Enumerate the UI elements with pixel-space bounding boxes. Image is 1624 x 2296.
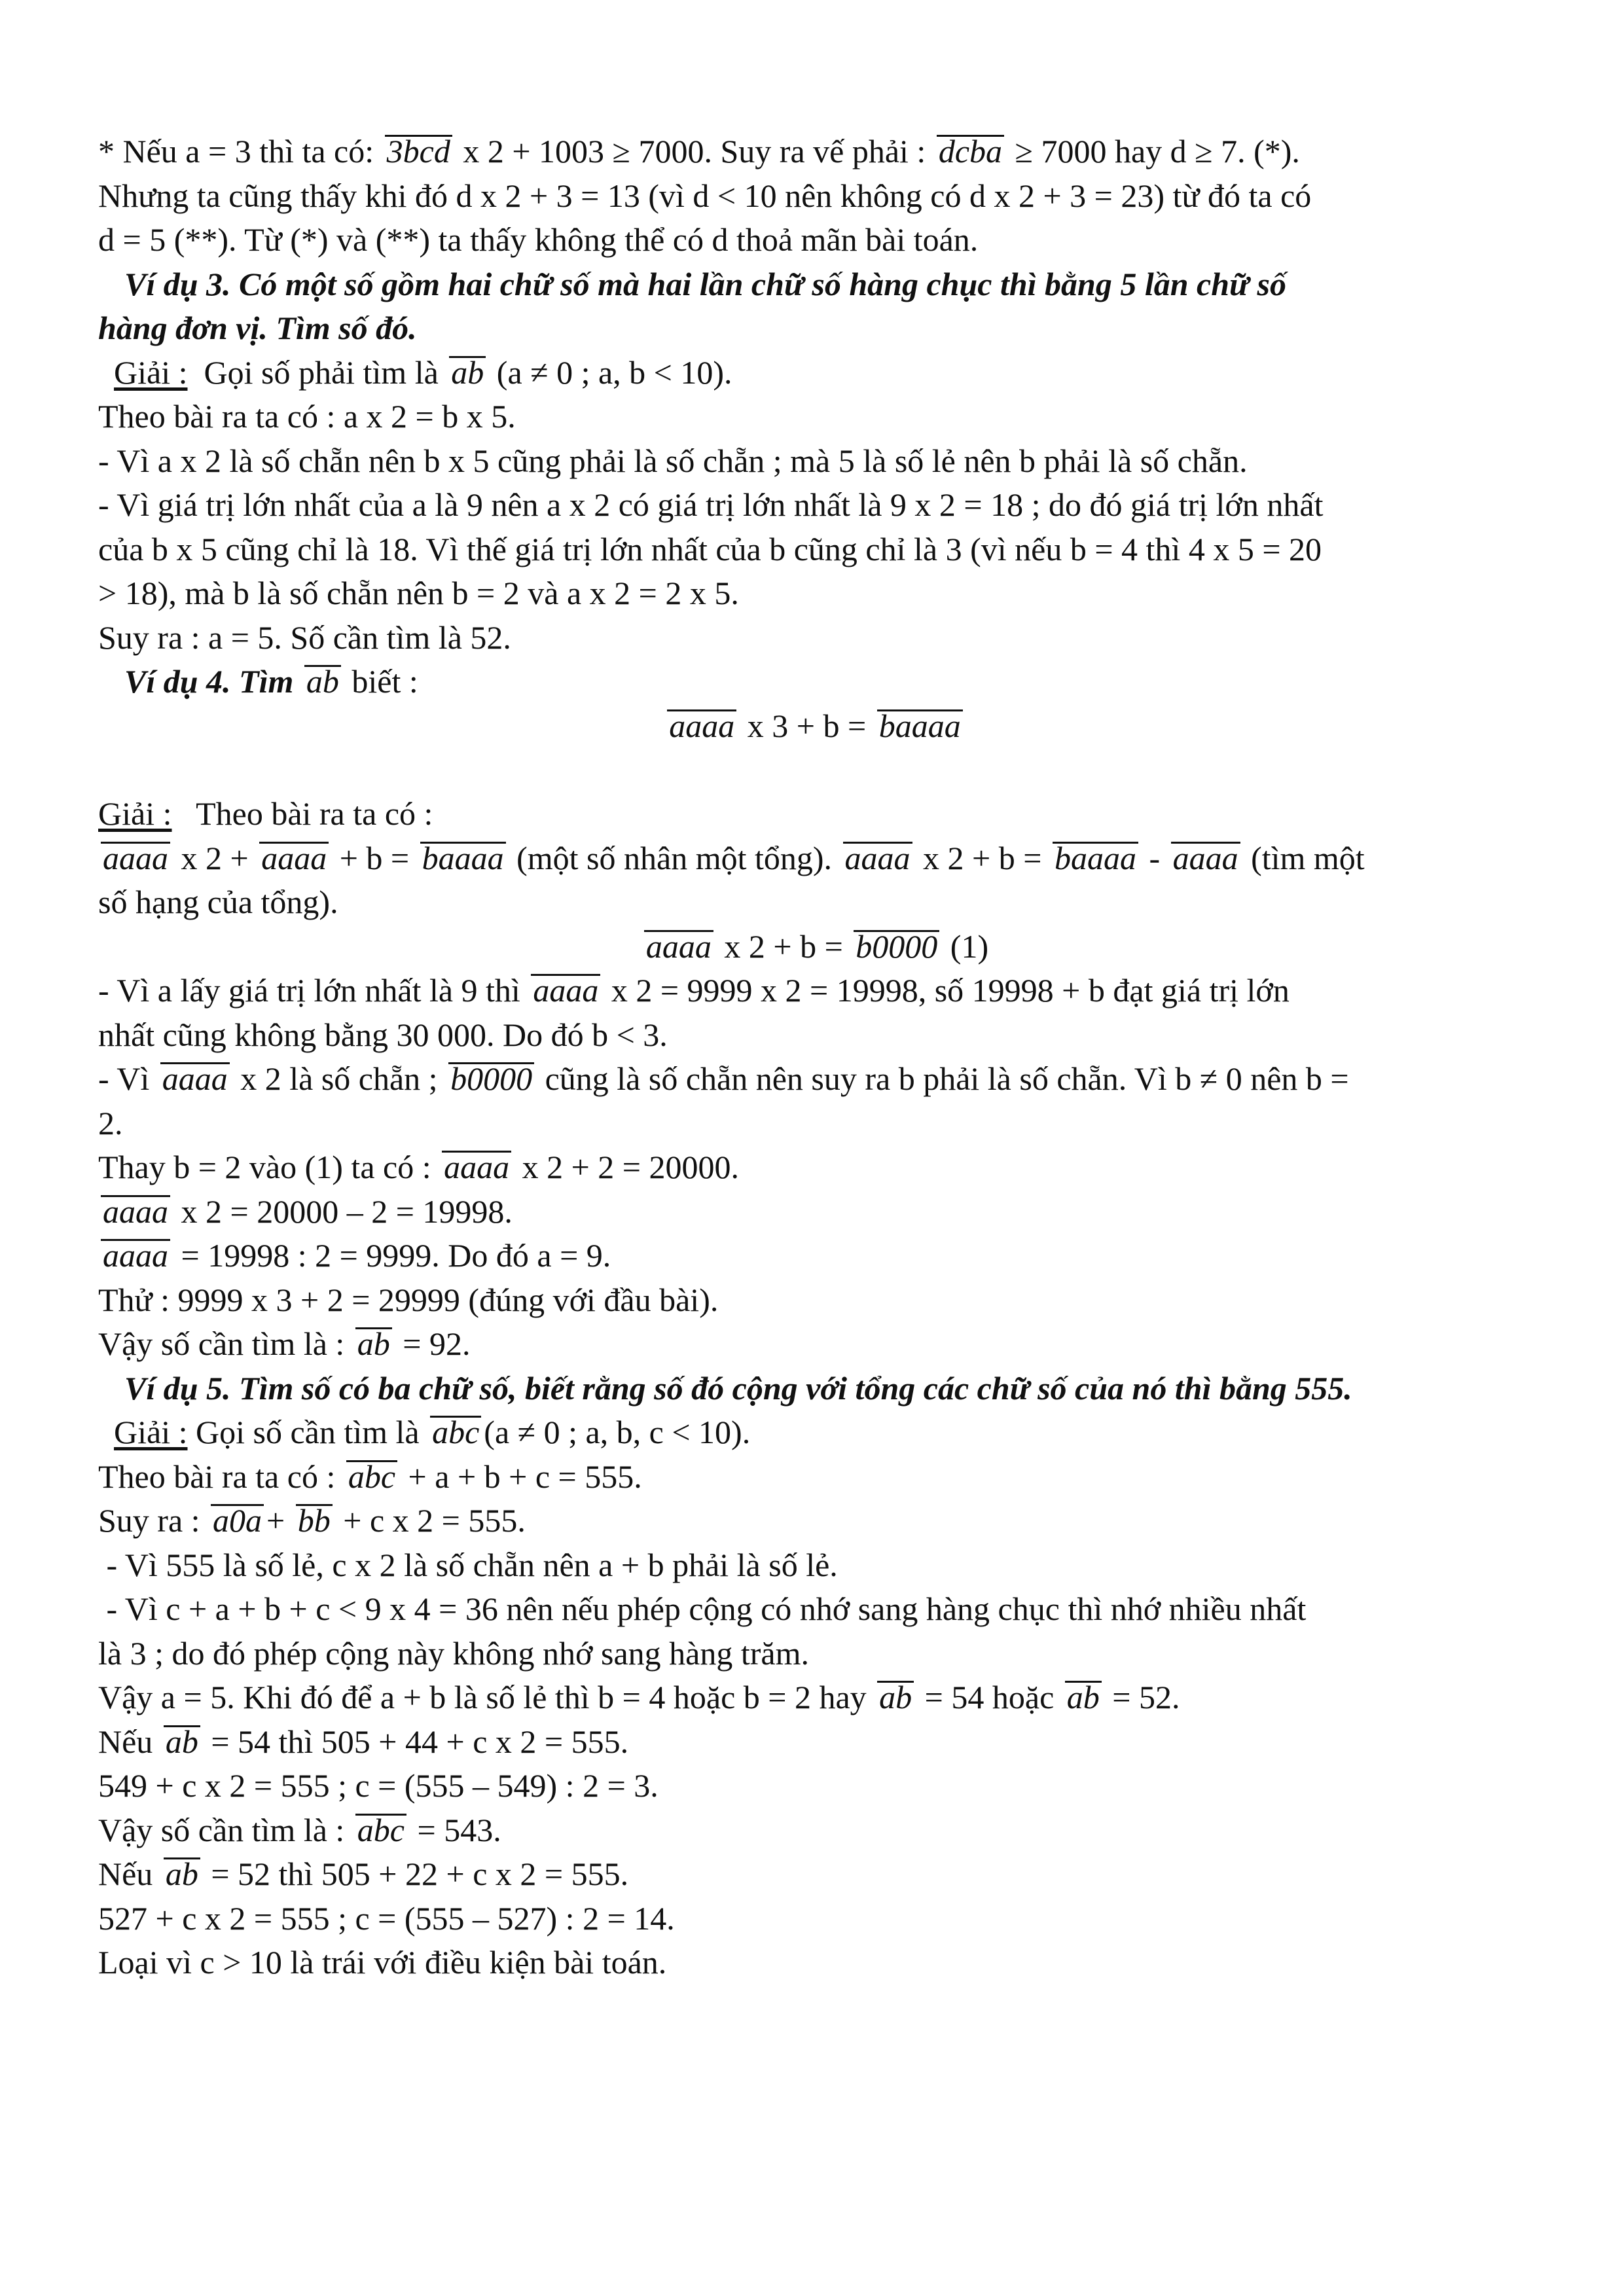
- solution-line: [98, 1410, 1532, 1455]
- text-run: Suy ra : a = 5. Số cần tìm là 52.: [98, 619, 511, 656]
- text-run: Theo bài ra ta có :: [171, 795, 433, 832]
- text-line: [98, 130, 1532, 174]
- bold-italic-text: Ví dụ 4. Tìm: [124, 663, 302, 700]
- text-line: [98, 836, 1532, 881]
- text-line: [98, 528, 1532, 572]
- overlined-number: baaaa: [1053, 842, 1138, 872]
- text-run: x 2 + b =: [914, 839, 1050, 876]
- overlined-number: dcba: [937, 135, 1004, 166]
- bold-italic-text: Ví dụ 5. Tìm số có ba chữ số, biết rằng số đó cộng với tổng các chữ số của nó thì bằng 555.: [124, 1369, 1352, 1407]
- example-3-heading: [98, 262, 1532, 307]
- text-run: x 2 +: [173, 839, 257, 876]
- text-run: Gọi số phải tìm là: [187, 353, 447, 391]
- text-run: = 19998 : 2 = 9999. Do đó a = 9.: [173, 1237, 611, 1274]
- text-run: - Vì giá trị lớn nhất của a là 9 nên a x 2 có giá trị lớn nhất là 9 x 2 = 18 ; do đó giá trị lớn nhất: [98, 486, 1324, 523]
- text-run: d = 5 (**). Từ (*) và (**) ta thấy không thể có d thoả mãn bài toán.: [98, 221, 979, 258]
- text-run: Vậy a = 5. Khi đó để a + b là số lẻ thì b = 4 hoặc b = 2 hay: [98, 1679, 875, 1715]
- text-run: 527 + c x 2 = 555 ; c = (555 – 527) : 2 = 14.: [98, 1899, 675, 1937]
- text-line: [98, 218, 1532, 262]
- overlined-number: aaaa: [1171, 842, 1240, 872]
- bold-italic-text: hàng đơn vị. Tìm số đó.: [98, 310, 417, 346]
- text-run: = 52 thì 505 + 22 + c x 2 = 555.: [202, 1856, 629, 1892]
- underlined-label: Giải :: [98, 795, 172, 832]
- text-line: [98, 1278, 1532, 1323]
- underlined-label: Giải :: [114, 1414, 188, 1450]
- text-line: [98, 1720, 1532, 1765]
- text-run: Loại vì c > 10 là trái với điều kiện bài toán.: [98, 1944, 667, 1981]
- text-run: Nếu: [98, 1723, 161, 1760]
- text-line: [98, 1852, 1532, 1897]
- text-run: 549 + c x 2 = 555 ; c = (555 – 549) : 2 = 3.: [98, 1767, 659, 1804]
- text-run: (1): [942, 927, 989, 965]
- overlined-number: ab: [877, 1681, 914, 1712]
- text-run: (a ≠ 0 ; a, b < 10).: [488, 353, 732, 391]
- text-run: * Nếu a = 3 thì ta có:: [98, 133, 382, 170]
- document-page: [98, 130, 1532, 1985]
- text-line: [98, 1234, 1532, 1278]
- overlined-number: baaaa: [877, 709, 963, 740]
- equation-line: [98, 925, 1532, 969]
- overlined-number: 3bcd: [385, 135, 452, 166]
- text-run: = 92.: [394, 1325, 471, 1362]
- text-run: 2.: [98, 1104, 123, 1141]
- text-line: [98, 483, 1532, 528]
- text-line: [98, 174, 1532, 219]
- text-run: - Vì: [98, 1060, 158, 1097]
- text-line: [98, 880, 1532, 925]
- text-run: + c x 2 = 555.: [334, 1502, 526, 1539]
- text-line: [98, 1676, 1532, 1720]
- text-run: > 18), mà b là số chẵn nên b = 2 và a x 2 = 2 x 5.: [98, 575, 739, 611]
- text-run: + a + b + c = 555.: [400, 1458, 642, 1495]
- text-line: [98, 571, 1532, 616]
- text-run: +: [266, 1502, 293, 1539]
- text-run: - Vì a lấy giá trị lớn nhất là 9 thì: [98, 972, 529, 1009]
- overlined-number: abc: [430, 1416, 481, 1446]
- text-run: Theo bài ra ta có : a x 2 = b x 5.: [98, 398, 516, 435]
- equation-line: [98, 704, 1532, 749]
- text-line: [98, 1897, 1532, 1941]
- example-3-heading-cont: [98, 306, 1532, 351]
- overlined-number: ab: [164, 1725, 200, 1756]
- overlined-number: aaaa: [442, 1151, 511, 1181]
- overlined-number: ab: [1065, 1681, 1102, 1712]
- text-run: - Vì c + a + b + c < 9 x 4 = 36 nên nếu phép cộng có nhớ sang hàng chục thì nhớ nhiều nhất: [98, 1590, 1307, 1627]
- text-line: [98, 1632, 1532, 1676]
- solution-line: [98, 792, 1532, 836]
- overlined-number: aaaa: [259, 842, 329, 872]
- text-run: x 2 + 1003 ≥ 7000. Suy ra vế phải :: [454, 133, 934, 170]
- text-run: Nhưng ta cũng thấy khi đó d x 2 + 3 = 13 (vì d < 10 nên không có d x 2 + 3 = 23) từ đó ta có: [98, 177, 1312, 214]
- text-line: [98, 1587, 1532, 1632]
- bold-italic-text: Ví dụ 3. Có một số gồm hai chữ số mà hai lần chữ số hàng chục thì bằng 5 lần chữ số: [124, 265, 1286, 302]
- text-run: = 54 thì 505 + 44 + c x 2 = 555.: [202, 1723, 629, 1760]
- text-run: Suy ra :: [98, 1502, 209, 1539]
- text-line: [98, 1057, 1532, 1102]
- overlined-number: aaaa: [843, 842, 912, 872]
- text-run: cũng là số chẵn nên suy ra b phải là số chẵn. Vì b ≠ 0 nên b =: [537, 1060, 1349, 1097]
- solution-line: [98, 351, 1532, 395]
- text-run: Vậy số cần tìm là :: [98, 1811, 353, 1848]
- text-run: Thay b = 2 vào (1) ta có :: [98, 1149, 440, 1185]
- overlined-number: ab: [355, 1327, 392, 1358]
- text-run: số hạng của tổng).: [98, 884, 338, 920]
- text-run: Nếu: [98, 1856, 161, 1892]
- overlined-number: ab: [304, 665, 341, 696]
- text-line: [98, 1102, 1532, 1146]
- blank-line: [98, 748, 1532, 792]
- text-run: Thử : 9999 x 3 + 2 = 29999 (đúng với đầu bài).: [98, 1281, 719, 1318]
- overlined-number: ab: [449, 356, 486, 387]
- text-run: (a ≠ 0 ; a, b, c < 10).: [484, 1414, 751, 1450]
- text-run: = 52.: [1104, 1679, 1180, 1715]
- text-line: [98, 1190, 1532, 1234]
- example-4-heading: [98, 660, 1532, 704]
- text-run: nhất cũng không bằng 30 000. Do đó b < 3.: [98, 1016, 668, 1053]
- text-run: = 54 hoặc: [916, 1679, 1062, 1715]
- text-run: biết :: [343, 663, 418, 700]
- overlined-number: aaaa: [101, 1195, 170, 1226]
- text-run: Vậy số cần tìm là :: [98, 1325, 353, 1362]
- overlined-number: abc: [346, 1460, 397, 1491]
- underlined-label: Giải :: [114, 353, 188, 391]
- overlined-number: aaaa: [101, 1239, 170, 1270]
- overlined-number: aaaa: [101, 842, 170, 872]
- overlined-number: b0000: [854, 930, 939, 961]
- overlined-number: ab: [164, 1857, 200, 1888]
- overlined-number: baaaa: [420, 842, 506, 872]
- text-line: [98, 395, 1532, 439]
- text-line: [98, 1543, 1532, 1588]
- text-run: (tìm một: [1242, 839, 1365, 876]
- text-line: [98, 969, 1532, 1013]
- text-line: [98, 1499, 1532, 1543]
- text-run: là 3 ; do đó phép cộng này không nhớ sang hàng trăm.: [98, 1634, 809, 1672]
- text-line: [98, 1764, 1532, 1808]
- text-line: [98, 1455, 1532, 1499]
- text-run: của b x 5 cũng chỉ là 18. Vì thế giá trị lớn nhất của b cũng chỉ là 3 (vì nếu b = 4 thì 4 x 5 = 20: [98, 530, 1322, 567]
- text-run: - Vì 555 là số lẻ, c x 2 là số chẵn nên a + b phải là số lẻ.: [98, 1546, 838, 1583]
- text-run: x 3 + b =: [739, 707, 875, 744]
- text-run: x 2 + 2 = 20000.: [514, 1149, 739, 1185]
- overlined-number: b0000: [448, 1062, 534, 1093]
- overlined-number: bb: [296, 1504, 333, 1535]
- text-run: + b =: [331, 839, 418, 876]
- text-line: [98, 1808, 1532, 1853]
- overlined-number: aaaa: [160, 1062, 230, 1093]
- overlined-number: aaaa: [531, 974, 600, 1005]
- text-run: ≥ 7000 hay d ≥ 7. (*).: [1007, 133, 1300, 170]
- text-run: x 2 là số chẵn ;: [232, 1060, 446, 1097]
- overlined-number: abc: [355, 1814, 406, 1844]
- text-line: [98, 1941, 1532, 1985]
- overlined-number: aaaa: [644, 930, 713, 961]
- text-run: x 2 + b =: [715, 927, 852, 965]
- text-run: Theo bài ra ta có :: [98, 1458, 344, 1495]
- overlined-number: a0a: [211, 1504, 264, 1535]
- text-run: x 2 = 20000 – 2 = 19998.: [173, 1193, 513, 1230]
- text-run: = 543.: [409, 1811, 501, 1848]
- text-run: x 2 = 9999 x 2 = 19998, số 19998 + b đạt giá trị lớn: [603, 972, 1290, 1009]
- text-line: [98, 1145, 1532, 1190]
- text-run: - Vì a x 2 là số chẵn nên b x 5 cũng phải là số chẵn ; mà 5 là số lẻ nên b phải là số chẵn.: [98, 442, 1248, 479]
- text-line: [98, 1322, 1532, 1367]
- text-line: [98, 1013, 1532, 1058]
- text-line: [98, 439, 1532, 484]
- overlined-number: aaaa: [667, 709, 736, 740]
- text-line: [98, 616, 1532, 660]
- example-5-heading: [98, 1367, 1532, 1411]
- text-run: Gọi số cần tìm là: [187, 1414, 428, 1450]
- text-run: (một số nhân một tổng).: [508, 839, 840, 876]
- text-run: -: [1140, 839, 1168, 876]
